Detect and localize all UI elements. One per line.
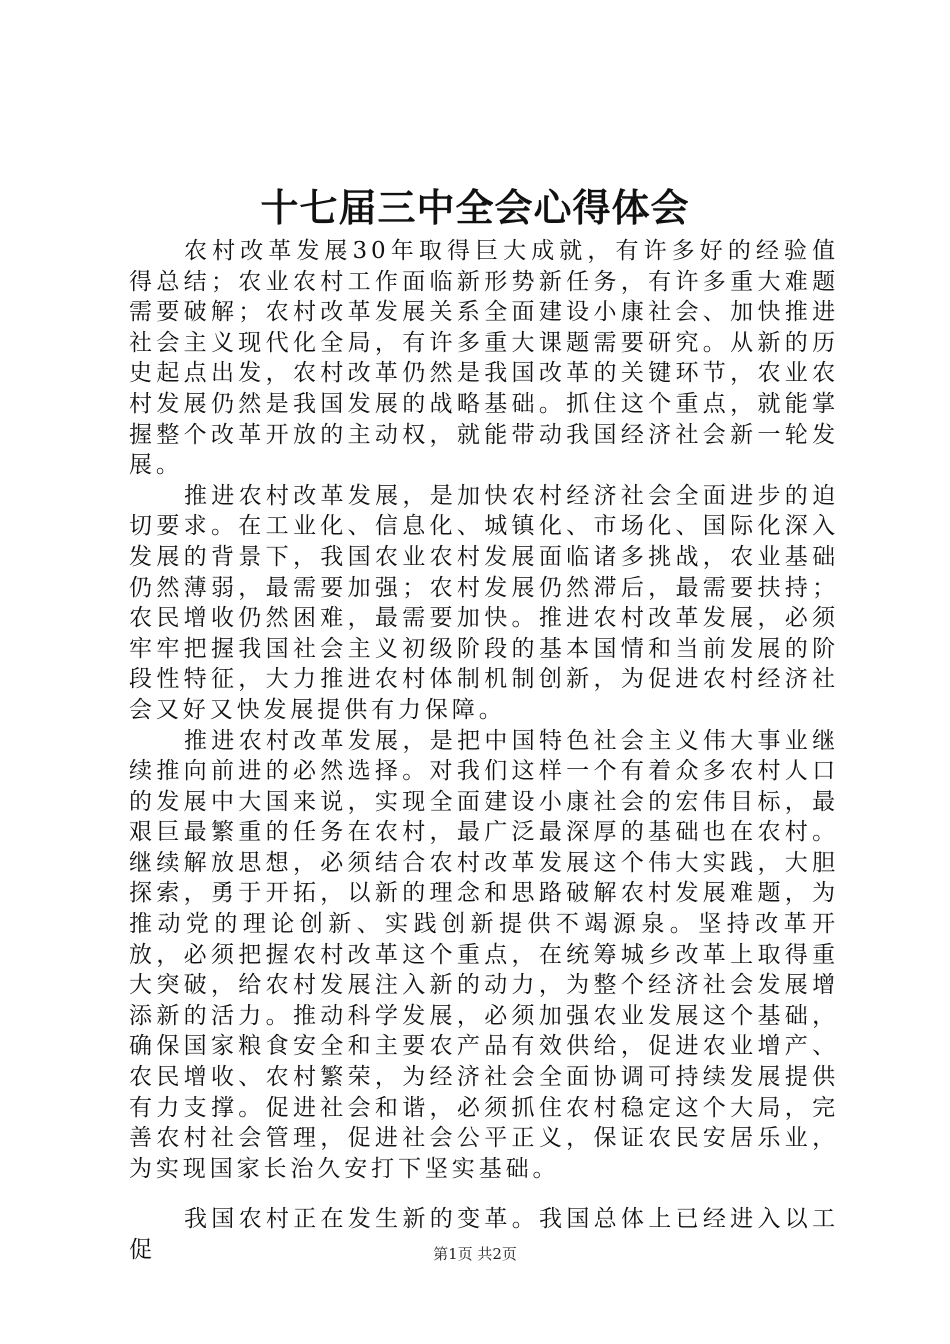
paragraph-2: 推进农村改革发展，是加快农村经济社会全面进步的迫切要求。在工业化、信息化、城镇化、市场化、国际化深入发展的背景下，我国农业农村发展面临诸多挑战，农业基础仍然薄弱，最需要加强；农村发展仍然滞后，最需要扶持；农民增收仍然困难，最需要加快。推进农村改革发展，必须牢牢把握我国社会主义初级阶段的基本国情和当前发展的阶段性特征，大力推进农村体制机制创新，为促进农村经济社会又好又快发展提供有力保障。 — [129, 482, 839, 723]
document-body — [129, 236, 839, 1266]
document-title: 十七届三中全会心得体会 — [260, 185, 690, 230]
paragraph-4: 我国农村正在发生新的变革。我国总体上已经进入以工促 — [129, 1206, 839, 1263]
page-number-footer: 第1页 共2页 — [433, 1245, 517, 1263]
paragraph-3: 推进农村改革发展，是把中国特色社会主义伟大事业继续推向前进的必然选择。对我们这样一个有着众多农村人口的发展中大国来说，实现全面建设小康社会的宏伟目标，最艰巨最繁重的任务在农村，最广泛最深厚的基础也在农村。继续解放思想，必须结合农村改革发展这个伟大实践，大胆探索，勇于开拓，以新的理念和思路破解农村发展难题，为推动党的理论创新、实践创新提供不竭源泉。坚持改革开放，必须把握农村改革这个重点，在统筹城乡改革上取得重大突破，给农村发展注入新的动力，为整个经济社会发展增添新的活力。推动科学发展，必须加强农业发展这个基础，确保国家粮食安全和主要农产品有效供给，促进农业增产、农民增收、农村繁荣，为经济社会全面协调可持续发展提供有力支撑。促进社会和谐，必须抓住农村稳定这个大局，完善农村社会管理，促进社会公平正义，保证农民安居乐业，为实现国家长治久安打下坚实基础。 — [129, 727, 839, 1182]
paragraph-1: 农村改革发展30年取得巨大成就，有许多好的经验值得总结；农业农村工作面临新形势新任务，有许多重大难题需要破解；农村改革发展关系全面建设小康社会、加快推进社会主义现代化全局，有许多重大课题需要研究。从新的历史起点出发，农村改革仍然是我国改革的关键环节，农业农村发展仍然是我国发展的战略基础。抓住这个重点，就能掌握整个改革开放的主动权，就能带动我国经济社会新一轮发展。 — [129, 238, 839, 479]
